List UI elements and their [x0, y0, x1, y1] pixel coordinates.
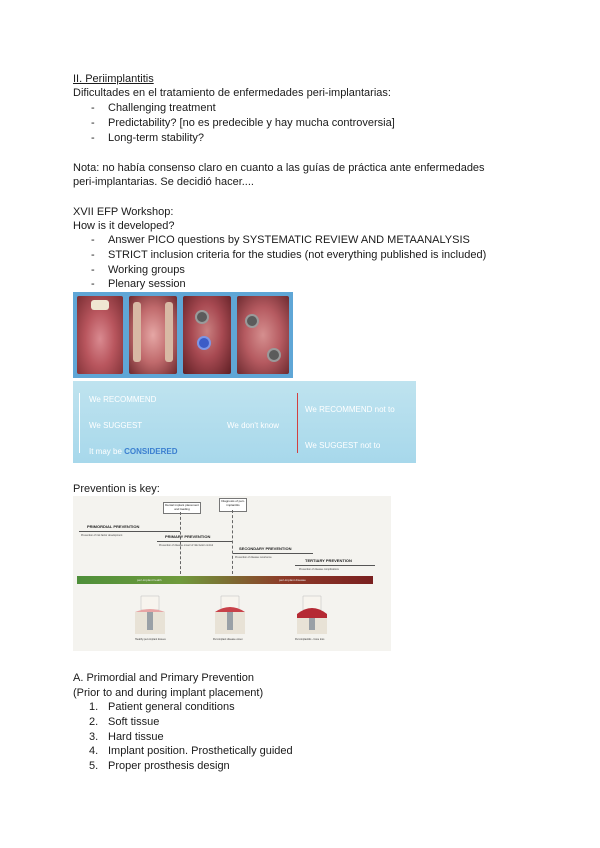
mucositis-implant-icon: [215, 594, 245, 634]
dash-icon: -: [91, 278, 95, 290]
healthy-implant-icon: [135, 594, 165, 634]
divider-line: [233, 553, 313, 554]
note-line-2: peri-implantarias. Se decidió hacer....: [73, 176, 254, 188]
label-tertiary: TERTIARY PREVENTION: [305, 558, 352, 563]
list-item-text: Soft tissue: [108, 716, 160, 728]
periimplantitis-implant-icon: [297, 594, 327, 634]
workshop-question: How is it developed?: [73, 220, 175, 232]
grade-suggest-not: We SUGGEST not to: [305, 441, 381, 450]
label-primary: PRIMARY PREVENTION: [165, 534, 211, 539]
divider-line: [79, 531, 180, 532]
grade-suggest: We SUGGEST: [89, 421, 143, 430]
list-item-text: Implant position. Prosthetically guided: [108, 745, 293, 757]
list-item-text: Challenging treatment: [108, 102, 216, 114]
grade-considered: It may be CONSIDERED: [89, 447, 178, 456]
clinical-photo-3: [183, 296, 231, 374]
note-line-1: Nota: no había consenso claro en cuanto a las guías de práctica ante enfermedades: [73, 162, 485, 174]
grade-recommend: We RECOMMEND: [89, 395, 157, 404]
dash-icon: -: [91, 249, 95, 261]
box-implant-placement: Dental implant placement and loading: [163, 502, 201, 514]
caption-periimplantitis: Peri-implantitis - bone loss: [295, 638, 325, 641]
list-item-text: Predictability? [no es predecible y hay mucha controversia]: [108, 117, 395, 129]
dash-icon: -: [91, 102, 95, 114]
list-item-text: Hard tissue: [108, 731, 164, 743]
list-number: 4.: [89, 745, 99, 757]
dash-icon: -: [91, 264, 95, 276]
prevention-diagram: [73, 496, 391, 651]
list-item-text: Patient general conditions: [108, 701, 235, 713]
intro-text: Dificultades en el tratamiento de enfermedades peri-implantarias:: [73, 87, 391, 99]
list-item-text: Plenary session: [108, 278, 186, 290]
list-item-text: Answer PICO questions by SYSTEMATIC REVIEW AND METAANALYSIS: [108, 234, 470, 246]
band-health-label: peri-implant health: [137, 578, 162, 582]
workshop-title: XVII EFP Workshop:: [73, 206, 174, 218]
grade-recommend-not: We RECOMMEND not to: [305, 405, 395, 414]
recommendation-grades: [73, 381, 416, 463]
divider-line: [180, 512, 181, 574]
list-number: 1.: [89, 701, 99, 713]
caption-healthy: Healthy peri-implant tissues: [135, 638, 166, 641]
list-number: 5.: [89, 760, 99, 772]
arrow-up-icon: [79, 393, 80, 453]
arrow-down-icon: [297, 393, 298, 453]
prevention-title: Prevention is key:: [73, 483, 160, 495]
label-primordial: PRIMORDIAL PREVENTION: [87, 524, 140, 529]
clinical-photo-1: [77, 296, 123, 374]
grade-unknown: We don't know: [227, 421, 280, 430]
clinical-photo-4: [237, 296, 289, 374]
section-a-subheading: (Prior to and during implant placement): [73, 687, 264, 699]
band-disease-label: peri-implant disease: [279, 578, 306, 582]
clinical-photo-2: [129, 296, 177, 374]
caption-onset: Peri-implant disease onset: [213, 638, 243, 641]
section-heading-periimplantitis: II. Periimplantitis: [73, 73, 154, 85]
dash-icon: -: [91, 132, 95, 144]
list-item-text: STRICT inclusion criteria for the studies (not everything published is included): [108, 249, 487, 261]
sub-secondary: Prevention of disease recurrence: [235, 556, 272, 559]
health-disease-band: [77, 576, 373, 584]
dash-icon: -: [91, 234, 95, 246]
sub-primordial: Prevention of risk factor development: [81, 534, 123, 537]
section-a-heading: A. Primordial and Primary Prevention: [73, 672, 254, 684]
list-number: 3.: [89, 731, 99, 743]
list-item-text: Proper prosthesis design: [108, 760, 230, 772]
dash-icon: -: [91, 117, 95, 129]
divider-line: [232, 510, 233, 574]
divider-line: [157, 541, 232, 542]
list-number: 2.: [89, 716, 99, 728]
divider-line: [295, 565, 375, 566]
label-secondary: SECONDARY PREVENTION: [239, 546, 292, 551]
sub-primary: Prevention of disease onset/ of risk factor control: [159, 544, 214, 547]
sub-tertiary: Prevention of disease complications: [299, 568, 339, 571]
box-diagnosis: Diagnosis of peri-implantitis: [219, 498, 247, 512]
clinical-photos: [73, 292, 293, 378]
list-item-text: Long-term stability?: [108, 132, 204, 144]
list-item-text: Working groups: [108, 264, 185, 276]
